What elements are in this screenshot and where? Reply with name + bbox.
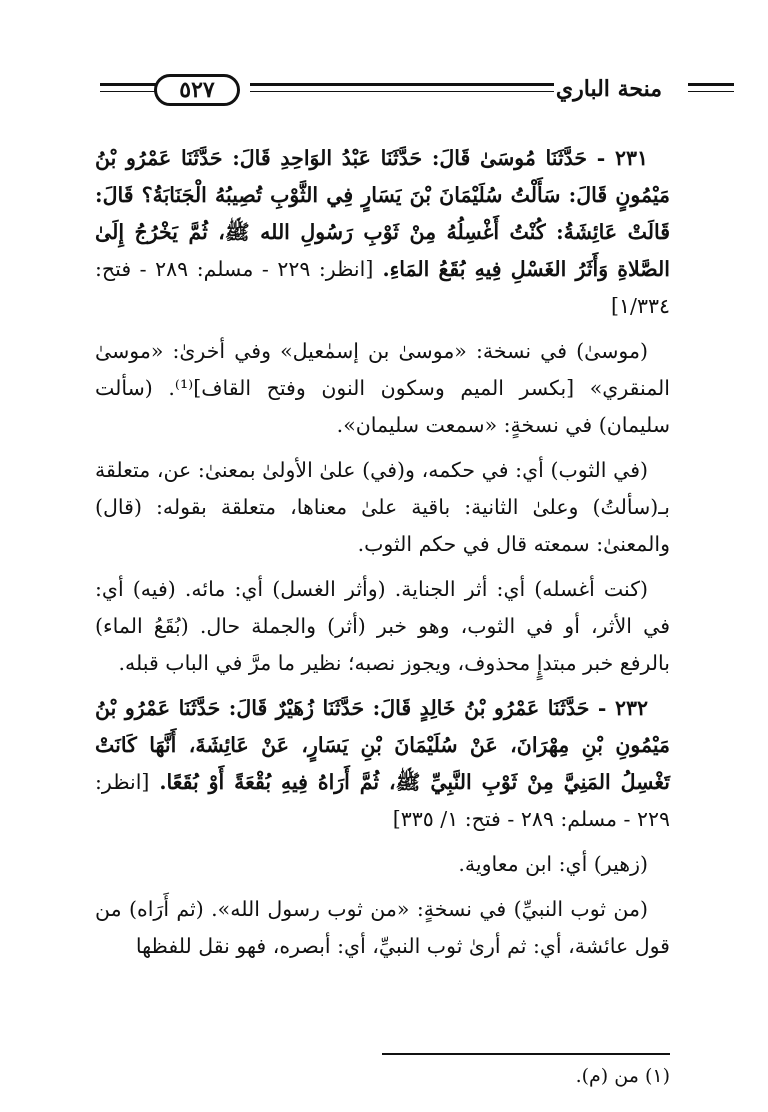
hadith-232-reference: [انظر: ٢٢٩ - مسلم: ٢٨٩ - فتح: ١/ ٣٣٥]	[95, 770, 670, 831]
hadith-232-body: ٢٣٢ - حَدَّثَنَا عَمْرُو بْنُ خَالِدٍ قَالَ: حَدَّثَنَا زُهَيْرٌ قَالَ: حَدَّثَنَا عَمْرُو بْنُ مَيْمُونِ بْنِ مِهْرَانَ، عَنْ سُلَيْمَانَ بْنِ يَسَارٍ، عَنْ عَائِشَةَ، أَنَّهَا كَانَتْ تَغْسِلُ المَنِيَّ مِنْ ثَوْبِ النَّبِيِّ ﷺ، ثُمَّ أَرَاهُ فِيهِ بُقْعَةً أَوْ بُقَعًا.	[95, 696, 670, 794]
header-rule-left-bottom	[100, 91, 156, 92]
footnote-divider	[382, 1053, 670, 1055]
header-rule-top	[250, 83, 554, 86]
footnote-text: (١) من (م).	[575, 1065, 670, 1087]
commentary-231-p2: (في الثوب) أي: في حكمه، و(في) علىٰ الأولىٰ بمعنىٰ: عن، متعلقة بـ(سألتُ) وعلىٰ الثانية: باقية علىٰ معناها، متعلقة بقوله: (قال) والمعنىٰ: سمعته قال في حكم الثوب.	[95, 458, 670, 556]
commentary-231-p3: (كنت أغسله) أي: أثر الجناية. (وأثر الغسل) أي: مائه. (فيه) أي: في الأثر، أو في الثوب، وهو خبر (أثر) والجملة حال. (بُقَعُ الماء) بالرفع خبر مبتدإٍ محذوف، ويجوز نصبه؛ نظير ما مرَّ في الباب قبله.	[95, 577, 670, 675]
hadith-231-body: ٢٣١ - حَدَّثَنَا مُوسَىٰ قَالَ: حَدَّثَنَا عَبْدُ الوَاحِدِ قَالَ: حَدَّثَنَا عَمْرُو بْنُ مَيْمُونٍ قَالَ: سَأَلْتُ سُلَيْمَانَ بْنَ يَسَارٍ فِي الثَّوْبِ تُصِيبُهُ الْجَنَابَةُ؟ قَالَ: قَالَتْ عَائِشَةُ: كُنْتُ أَغْسِلُهُ مِنْ ثَوْبِ رَسُولِ الله ﷺ، ثُمَّ يَخْرُجُ إِلَىٰ الصَّلاةِ وَأَثَرُ الغَسْلِ فِيهِ بُقَعُ المَاءِ.	[95, 146, 670, 281]
hadith-231-text	[95, 140, 670, 325]
commentary-231-p1: (موسىٰ) في نسخة: «موسىٰ بن إسمٰعيل» وفي أخرىٰ: «موسىٰ المنقري» [بكسر الميم وسكون النون وفتح القاف]⁽¹⁾. (سألت سليمان) في نسخةٍ: «سمعت سليمان».	[95, 339, 670, 437]
commentary-232-p2: (من ثوب النبيِّ) في نسخةٍ: «من ثوب رسول الله». (ثم أَرَاه) من قول عائشة، أي: ثم أرىٰ ثوب النبيِّ، أي: أبصره، فهو نقل للفظها	[95, 897, 670, 958]
page-number-badge: ٥٢٧	[154, 74, 240, 106]
page-header	[100, 70, 672, 110]
header-rule-bottom	[250, 91, 554, 92]
main-text	[95, 140, 670, 973]
book-title: منحة الباري	[555, 76, 662, 102]
commentary-232-p1: (زهير) أي: ابن معاوية.	[458, 852, 648, 876]
header-rule-left-top	[100, 83, 156, 86]
header-rule-right-bottom	[688, 91, 734, 92]
header-rule-right-top	[688, 83, 734, 86]
hadith-231-reference: [انظر: ٢٢٩ - مسلم: ٢٨٩ - فتح: ١/٣٣٤]	[95, 257, 670, 318]
hadith-232-text	[95, 690, 670, 838]
